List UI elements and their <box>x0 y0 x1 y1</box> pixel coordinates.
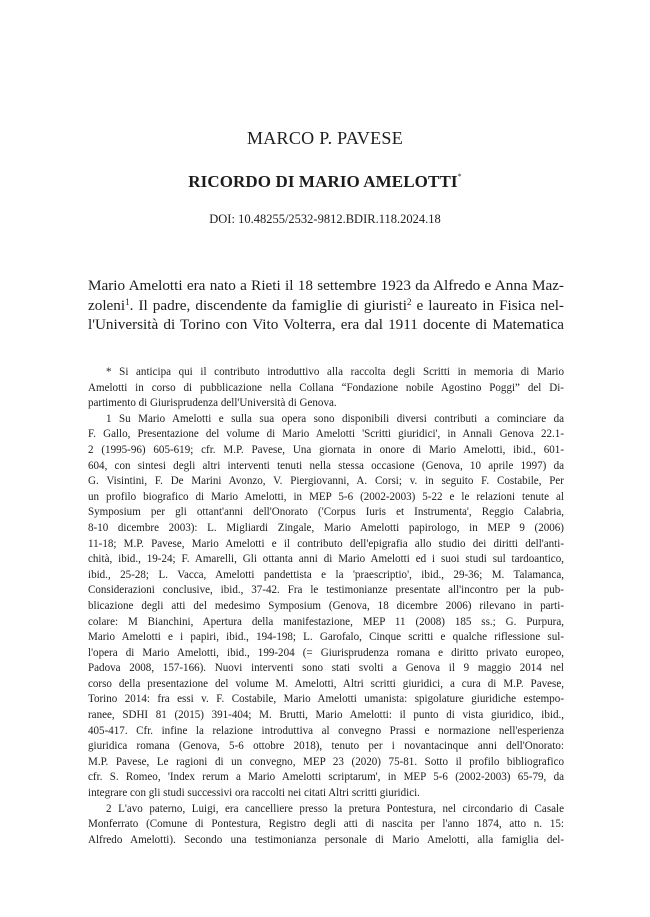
title-footnote-mark: * <box>457 172 462 181</box>
footnote-line: Monferrato (Comune di Pontestura, Registro degli atti di nascita per l'anno 1874, atto n. 15: <box>88 818 564 831</box>
footnote-2 <box>88 802 564 849</box>
footnote-line: chità, ibid., 19-24; F. Amarelli, Gli ottanta anni di Mario Amelotti ed i suoi studi sul tardoantico, <box>88 553 564 566</box>
footnote-line: 11-18; M.P. Pavese, Mario Amelotti e il contributo dell'epigrafia allo studio dei diritti dell'anti- <box>88 537 564 550</box>
footnote-line: Symposium per gli ottant'anni dell'Onorato ('Corpus Iuris et Instrumenta', Reggio Calabria, <box>88 506 564 519</box>
footnote-line: Considerazioni conclusive, ibid., 37-42. Fra le testimonianze presentate all'incontro per la pub- <box>88 584 564 597</box>
footnote-line: giuridica romana (Genova, 5-6 ottobre 2018), tenuto per i novantacinque anni dell'Onorato: <box>88 740 564 753</box>
footnote-line: Torino 2014: fra essi v. F. Costabile, Mario Amelotti umanista: spigolature giuridiche estempo- <box>88 693 564 706</box>
footnote-line: blicazione degli atti del medesimo Symposium (Genova, 18 dicembre 2006) rilevano in parti- <box>88 599 564 612</box>
body-paragraph <box>88 276 564 335</box>
footnote-line: cfr. S. Romeo, 'Index rerum a Mario Amelotti scriptarum', in MEP 5-6 (2002-2003) 65-79, da <box>88 771 564 784</box>
footnote-line: * Si anticipa qui il contributo introduttivo alla raccolta degli Scritti in memoria di Mario <box>106 366 564 378</box>
body-line: l'Università di Torino con Vito Volterra, era dal 1911 docente di Matematica <box>88 316 564 333</box>
footnote-star <box>88 365 564 412</box>
footnote-line: Alfredo Amelotti). Secondo una testimonianza personale di Mario Amelotti, alla famiglia del- <box>88 833 564 846</box>
footnote-line: colare: M Bianchini, Apertura della manifestazione, MEP 11 (2008) 185 ss.; G. Purpura, <box>88 615 564 628</box>
footnote-line: un profilo biografico di Mario Amelotti, in MEP 5-6 (2002-2003) 5-22 e le relazioni tenute al <box>88 490 564 503</box>
footnote-line: Amelotti in corso di pubblicazione nella Collana “Fondazione nobile Agostino Poggi” del Di- <box>88 381 564 394</box>
article-title <box>0 172 650 192</box>
body-line: Mario Amelotti era nato a Rieti il 18 settembre 1923 da Alfredo e Anna Maz- <box>88 277 564 294</box>
footnote-1 <box>88 412 564 802</box>
footnote-line: ranee, SDHI 81 (2015) 391-404; M. Brutti, Mario Amelotti: il punto di vista giuridico, ibid., <box>88 709 564 722</box>
footnote-ref: 1 <box>125 296 130 307</box>
footnote-line: ibid., 25-28; L. Vacca, Amelotti pandettista e la 'praescriptio', ibid., 29-36; M. Talamanca, <box>88 568 564 581</box>
footnote-line: 1 Su Mario Amelotti e sulla sua opera sono disponibili diversi contributi a cominciare da <box>106 412 564 425</box>
footnote-ref: 2 <box>406 296 412 307</box>
footnote-line: M.P. Pavese, Le ragioni di un convegno, MEP 23 (2020) 75-81. Sotto il profilo bibliografico <box>88 755 564 768</box>
footnote-line: integrare con gli studi successivi ora raccolti nei citati Altri scritti giuridici. <box>88 787 420 800</box>
author-name: MARCO P. PAVESE <box>246 128 404 148</box>
footnote-line: Mario Amelotti e i papiri, ibid., 194-198; L. Garofalo, Cinque scritti e qualche riflessione sul- <box>88 631 564 644</box>
doi-line: DOI: 10.48255/2532-9812.BDIR.118.2024.18 <box>209 212 441 226</box>
footnote-line: G. Visintini, F. De Marini Avonzo, V. Piergiovanni, A. Corsi; v. in seguito F. Costabile, Per <box>88 475 564 488</box>
footnote-line: partimento di Giurisprudenza dell'Università di Genova. <box>88 397 337 410</box>
footnote-line: 2 (1995-96) 605-619; cfr. M.P. Pavese, Una giornata in onore di Mario Amelotti, ibid., 601- <box>88 443 564 456</box>
footnote-line: 604, con sintesi degli altri interventi tenuti nella stessa occasione (Genova, 10 aprile 1997) da <box>88 459 564 472</box>
footnote-line: Padova 2008, 157-166). Nuovi interventi sono stati svolti a Genova il 9 maggio 2014 nel <box>88 662 564 675</box>
article-title-text: RICORDO DI MARIO AMELOTTI <box>188 172 458 191</box>
body-line: zoleni$^1$. Il padre, discendente da famiglie di giuristi$^2$ e laureato in Fisica nel- <box>88 296 564 314</box>
footnote-line: 405-417. Cfr. infine la relazione introduttiva al convegno Prassi e normazione nell'esperienza <box>88 724 564 737</box>
footnote-line: corso della presentazione del volume M. Amelotti, Altri scritti giuridici, a cura di M.P. Pavese, <box>88 677 564 690</box>
footnote-line: F. Gallo, Presentazione del volume di Mario Amelotti 'Scritti giuridici', in Annali Genova 22.1- <box>88 428 564 441</box>
footnote-line: 8-10 dicembre 2003): L. Migliardi Zingale, Mario Amelotti papirologo, in MEP 9 (2006) <box>88 521 564 534</box>
footnote-line: l'opera di Mario Amelotti, ibid., 199-204 (= Giurisprudenza romana e diritto privato europeo, <box>88 646 564 659</box>
footnotes <box>88 365 564 848</box>
footnote-line: 2 L'avo paterno, Luigi, era cancelliere presso la pretura Pontestura, nel circondario di Casale <box>106 802 564 815</box>
